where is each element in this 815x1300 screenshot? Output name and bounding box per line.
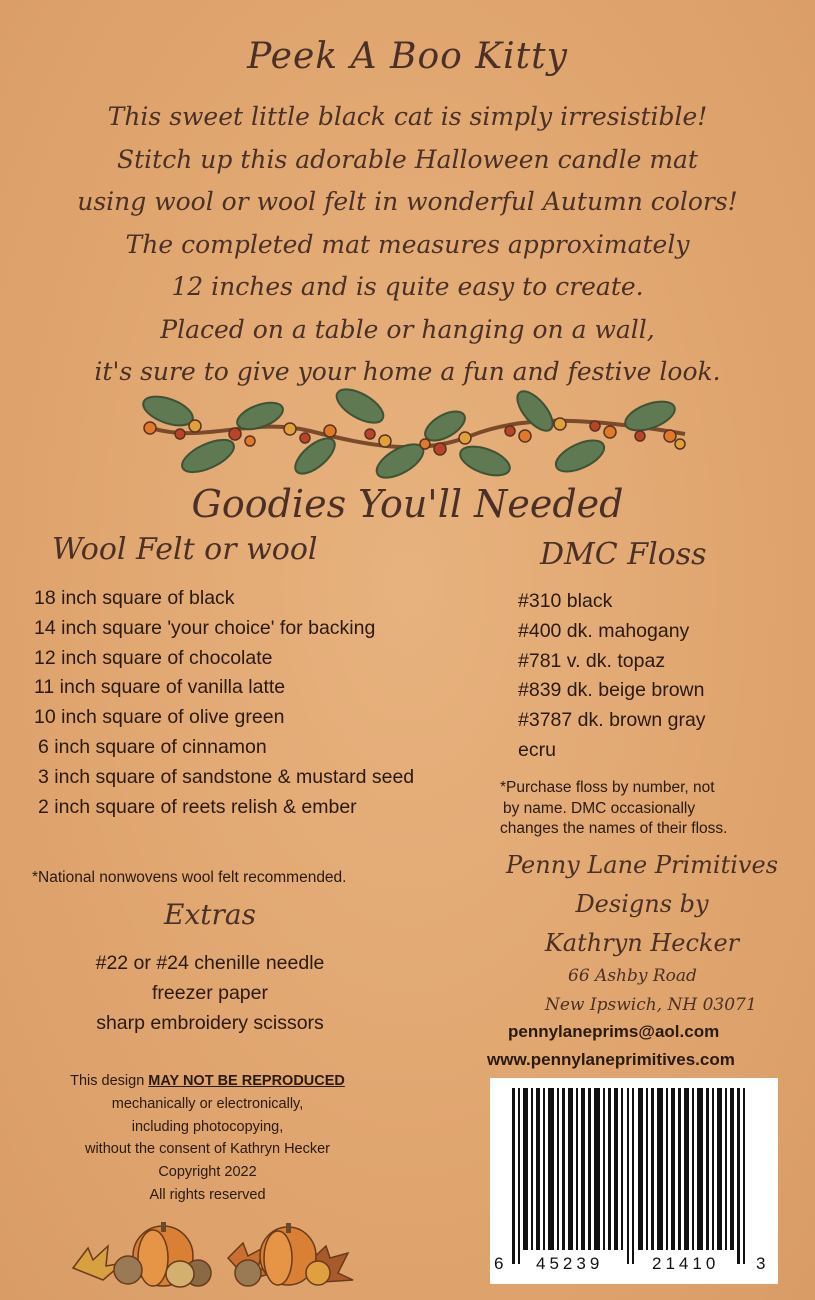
list-item: #3787 dk. brown gray: [518, 709, 706, 732]
list-item: ecru: [518, 738, 556, 761]
address-line-2: New Ipswich, NH 03071: [545, 995, 757, 1015]
legal-emphasis: MAY NOT BE REPRODUCED: [148, 1073, 345, 1089]
list-item: 10 inch square of olive green: [34, 706, 285, 729]
list-item: 18 inch square of black: [34, 587, 235, 609]
list-item: 6 inch square of cinnamon: [38, 735, 267, 758]
barcode-bars: [490, 1078, 778, 1284]
legal-line: All rights reserved: [149, 1186, 266, 1203]
intro-line: Stitch up this adorable Halloween candle mat: [117, 144, 698, 174]
wool-note: *National nonwovens wool felt recommended.: [32, 869, 347, 886]
company-name: Penny Lane Primitives: [505, 851, 779, 879]
extras-list: [0, 948, 420, 1038]
list-item: 14 inch square 'your choice' for backing: [34, 616, 376, 639]
designer-name: Kathryn Hecker: [544, 929, 740, 957]
list-item: 3 inch square of sandstone & mustard seed: [38, 765, 415, 788]
intro-line: 12 inches and is quite easy to create.: [171, 272, 644, 301]
list-item: 12 inch square of chocolate: [34, 646, 273, 669]
note-line: *Purchase floss by number, not: [500, 779, 715, 796]
list-item: #839 dk. beige brown: [518, 679, 705, 702]
list-item: sharp embroidery scissors: [96, 1012, 324, 1034]
intro-line: This sweet little black cat is simply irresistible!: [107, 102, 708, 131]
list-item: 2 inch square of reets relish & ember: [38, 795, 357, 818]
barcode-digit-4: 3: [756, 1254, 766, 1273]
dmc-note: [500, 778, 727, 840]
page-title: Peek A Boo Kitty: [247, 36, 568, 77]
barcode-digits-2: 45239: [536, 1254, 604, 1273]
designs-by: Designs by: [575, 890, 709, 918]
list-item: #781 v. dk. topaz: [518, 649, 666, 672]
wool-heading: Wool Felt or wool: [52, 532, 318, 567]
legal-prefix: This design: [70, 1073, 149, 1089]
legal-line: mechanically or electronically,: [111, 1095, 304, 1112]
credit-block: [472, 846, 812, 963]
dmc-list: [518, 587, 706, 766]
wool-list: [34, 584, 414, 822]
legal-line: without the consent of Kathryn Hecker: [84, 1141, 331, 1158]
intro-line: The completed mat measures approximately: [125, 229, 690, 259]
intro-text: [0, 96, 815, 394]
intro-line: it's sure to give your home a fun and festive look.: [94, 357, 721, 386]
note-line: by name. DMC occasionally: [503, 799, 696, 817]
barcode-digit-1: 6: [494, 1254, 504, 1273]
legal-line: including photocopying,: [131, 1118, 284, 1135]
list-item: #310 black: [518, 590, 613, 612]
list-item: 11 inch square of vanilla latte: [34, 676, 286, 699]
barcode-digits-3: 21410: [652, 1254, 720, 1273]
extras-heading: Extras: [164, 898, 256, 931]
intro-line: using wool or wool felt in wonderful Autumn colors!: [77, 187, 738, 216]
intro-line: Placed on a table or hanging on a wall,: [160, 314, 655, 344]
legal-line: Copyright 2022: [158, 1164, 257, 1181]
copyright-notice: [0, 1070, 415, 1207]
address-line-1: 66 Ashby Road: [568, 966, 697, 986]
barcode: [490, 1078, 778, 1284]
goodies-heading: Goodies You'll Needed: [191, 482, 624, 526]
website: www.pennylaneprimitives.com: [487, 1050, 735, 1069]
vine-garland-illustration: [140, 386, 690, 481]
email: pennylaneprims@aol.com: [508, 1022, 720, 1041]
note-line: changes the names of their floss.: [500, 820, 728, 837]
list-item: #400 dk. mahogany: [518, 619, 690, 642]
pumpkin-leaves-illustration: [68, 1218, 358, 1290]
list-item: #22 or #24 chenille needle: [95, 952, 325, 974]
dmc-heading: DMC Floss: [540, 537, 707, 572]
list-item: freezer paper: [152, 982, 268, 1004]
